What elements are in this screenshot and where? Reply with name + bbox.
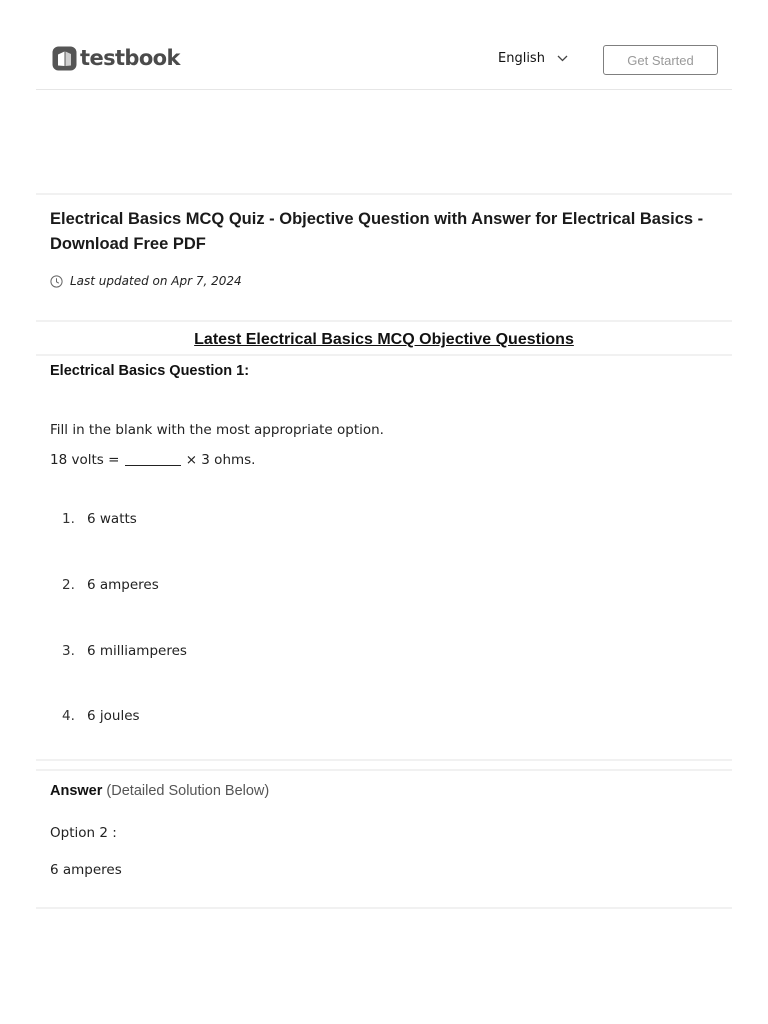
option-number: 3. [62, 643, 75, 659]
option-text: 6 amperes [87, 577, 159, 593]
option-number: 4. [62, 708, 75, 724]
site-header [36, 28, 732, 90]
answer-sublabel: (Detailed Solution Below) [106, 783, 270, 799]
divider [36, 320, 732, 322]
logo-text: testbook [80, 46, 180, 70]
question-instruction: Fill in the blank with the most appropriate option. [50, 422, 384, 438]
testbook-logo[interactable] [52, 45, 180, 71]
chevron-down-icon [557, 55, 568, 62]
equation-left: 18 volts = [50, 452, 120, 468]
divider [36, 759, 732, 761]
section-heading: Latest Electrical Basics MCQ Objective Questions [194, 331, 574, 348]
get-started-button[interactable]: Get Started [603, 45, 718, 75]
divider [36, 907, 732, 909]
option-number: 2. [62, 577, 75, 593]
option-text: 6 watts [87, 511, 137, 527]
question-heading: Electrical Basics Question 1: [50, 363, 250, 379]
divider [36, 193, 732, 195]
testbook-logo-icon [52, 46, 77, 71]
blank-line [125, 453, 181, 466]
question-equation [50, 452, 255, 468]
answer-option: Option 2 : [50, 825, 117, 841]
language-label: English [498, 51, 545, 66]
option-number: 1. [62, 511, 75, 527]
page-title: Electrical Basics MCQ Quiz - Objective Question with Answer for Electrical Basics - Download Free PDF [50, 210, 704, 253]
clock-icon [50, 275, 63, 288]
option-1[interactable] [62, 511, 137, 527]
option-2[interactable] [62, 577, 159, 593]
last-updated [50, 274, 242, 288]
option-text: 6 joules [87, 708, 140, 724]
language-selector[interactable] [498, 51, 568, 66]
last-updated-text: Last updated on Apr 7, 2024 [70, 274, 242, 288]
divider [36, 769, 732, 771]
option-4[interactable] [62, 708, 140, 724]
answer-heading [50, 783, 269, 799]
option-text: 6 milliamperes [87, 643, 187, 659]
divider [36, 354, 732, 356]
answer-label: Answer [50, 783, 103, 799]
answer-value: 6 amperes [50, 862, 122, 878]
option-3[interactable] [62, 643, 187, 659]
equation-right: × 3 ohms. [185, 452, 256, 468]
